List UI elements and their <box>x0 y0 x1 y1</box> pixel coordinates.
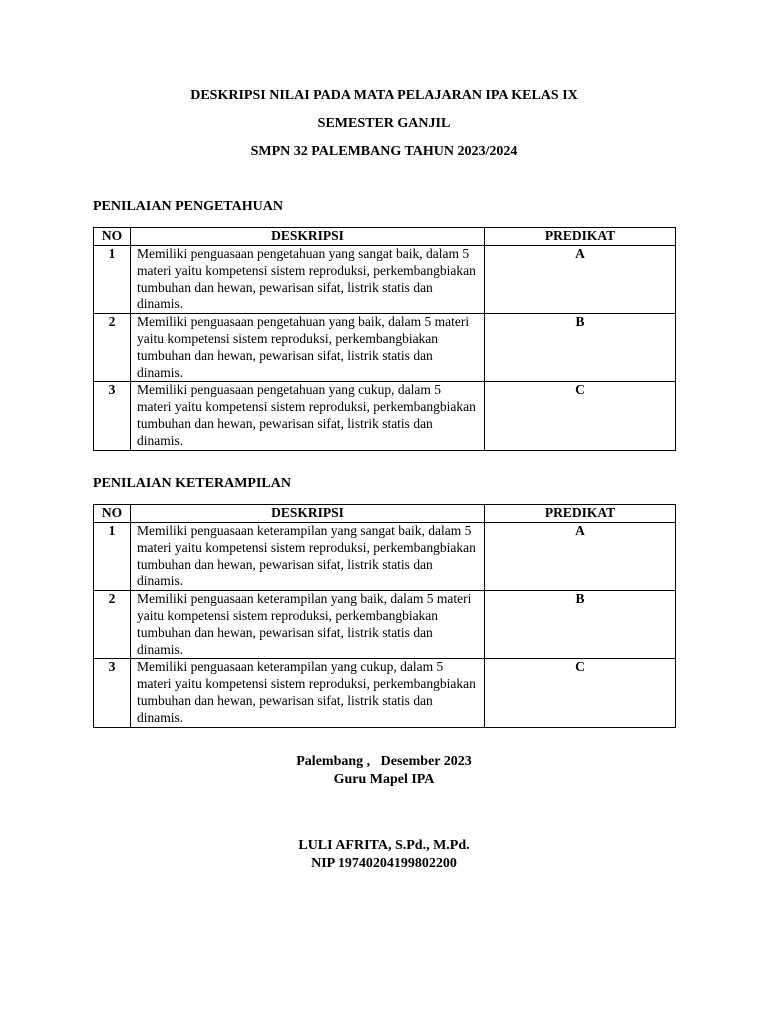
column-header-no: NO <box>94 228 131 246</box>
row-predikat: B <box>485 591 676 659</box>
column-header-deskripsi: DESKRIPSI <box>131 505 485 523</box>
row-number: 3 <box>94 382 131 450</box>
row-predikat: C <box>485 382 676 450</box>
document-semester: SEMESTER GANJIL <box>317 116 451 131</box>
table-header-row <box>94 505 676 523</box>
row-predikat: C <box>485 659 676 727</box>
table-row <box>94 246 676 314</box>
row-number: 2 <box>94 314 131 382</box>
row-description: Memiliki penguasaan pengetahuan yang cukup, dalam 5 materi yaitu kompetensi sistem reproduksi, perkembangbiakan tumbuhan dan hewan, pewarisan sifat, listrik statis dan dinamis. <box>131 382 485 450</box>
signature-name: LULI AFRITA, S.Pd., M.Pd. <box>298 838 470 853</box>
row-number: 1 <box>94 246 131 314</box>
table-row <box>94 382 676 450</box>
signature-place-date: Palembang , Desember 2023 <box>296 754 472 769</box>
row-description: Memiliki penguasaan keterampilan yang cukup, dalam 5 materi yaitu kompetensi sistem reproduksi, perkembangbiakan tumbuhan dan hewan, pewarisan sifat, listrik statis dan dinamis. <box>131 659 485 727</box>
signature-role: Guru Mapel IPA <box>333 772 435 787</box>
document-title: DESKRIPSI NILAI PADA MATA PELAJARAN IPA KELAS IX <box>190 88 578 103</box>
row-description: Memiliki penguasaan keterampilan yang baik, dalam 5 materi yaitu kompetensi sistem reproduksi, perkembangbiakan tumbuhan dan hewan, pewarisan sifat, listrik statis dan dinamis. <box>131 591 485 659</box>
table-row <box>94 591 676 659</box>
table-keterampilan <box>93 504 676 728</box>
column-header-predikat: PREDIKAT <box>485 505 676 523</box>
row-description: Memiliki penguasaan pengetahuan yang sangat baik, dalam 5 materi yaitu kompetensi sistem reproduksi, perkembangbiakan tumbuhan dan hewan, pewarisan sifat, listrik statis dan dinamis. <box>131 246 485 314</box>
table-row <box>94 314 676 382</box>
signature-nip: NIP 19740204199802200 <box>311 856 457 871</box>
row-predikat: A <box>485 246 676 314</box>
table-pengetahuan <box>93 227 676 451</box>
row-description: Memiliki penguasaan keterampilan yang sangat baik, dalam 5 materi yaitu kompetensi sistem reproduksi, perkembangbiakan tumbuhan dan hewan, pewarisan sifat, listrik statis dan dinamis. <box>131 523 485 591</box>
row-description: Memiliki penguasaan pengetahuan yang baik, dalam 5 materi yaitu kompetensi sistem reproduksi, perkembangbiakan tumbuhan dan hewan, pewarisan sifat, listrik statis dan dinamis. <box>131 314 485 382</box>
section-heading-pengetahuan: PENILAIAN PENGETAHUAN <box>93 199 283 214</box>
column-header-no: NO <box>94 505 131 523</box>
table-header-row <box>94 228 676 246</box>
row-number: 2 <box>94 591 131 659</box>
row-number: 1 <box>94 523 131 591</box>
row-predikat: A <box>485 523 676 591</box>
row-number: 3 <box>94 659 131 727</box>
row-predikat: B <box>485 314 676 382</box>
column-header-deskripsi: DESKRIPSI <box>131 228 485 246</box>
table-row <box>94 659 676 727</box>
table-row <box>94 523 676 591</box>
document-school-year: SMPN 32 PALEMBANG TAHUN 2023/2024 <box>250 144 518 159</box>
section-heading-keterampilan: PENILAIAN KETERAMPILAN <box>93 476 291 491</box>
column-header-predikat: PREDIKAT <box>485 228 676 246</box>
